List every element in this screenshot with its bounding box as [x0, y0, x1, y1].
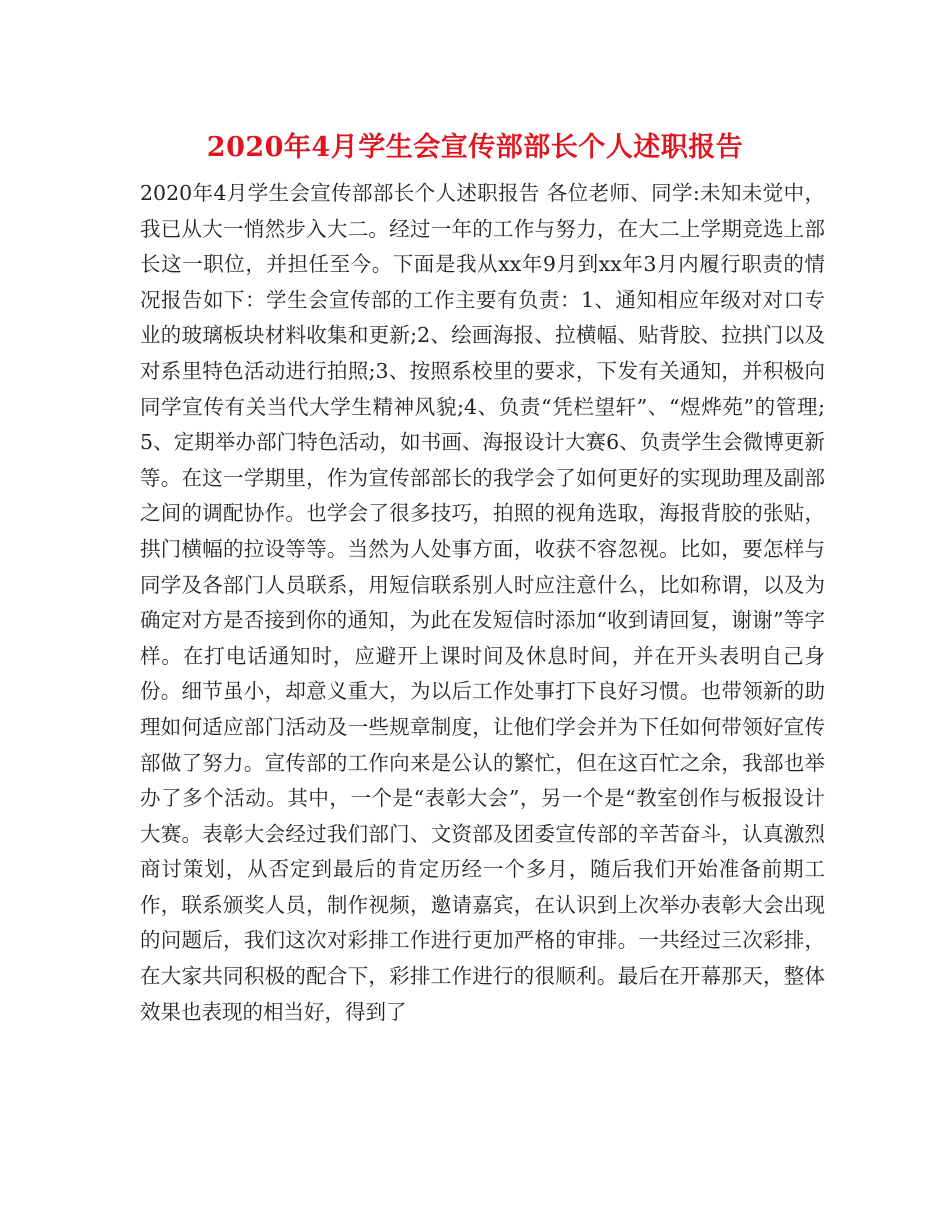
document-title: 2020年4月学生会宣传部部长个人述职报告	[206, 132, 744, 163]
document-body-paragraph: 2020年4月学生会宣传部部长个人述职报告 各位老师、同学:未知未觉中，我已从大一悄然步入大二。经过一年的工作与努力，在大二上学期竞选上部长这一职位，并担任至今。下面是我从xx年9月到xx年3月内履行职责的情况报告如下：学生会宣传部的工作主要有负责：1、通知相应年级对对口专业的玻璃板块材料收集和更新;2、绘画海报、拉横幅、贴背胶、拉拱门以及对系里特色活动进行拍照;3、按照系校里的要求，下发有关通知，并积极向同学宣传有关当代大学生精神风貌;4、负责“凭栏望轩”、“煜烨苑”的管理;5、定期举办部门特色活动，如书画、海报设计大赛6、负责学生会微博更新等。在这一学期里，作为宣传部部长的我学会了如何更好的实现助理及副部之间的调配协作。也学会了很多技巧，拍照的视角选取，海报背胶的张贴，拱门横幅的拉设等等。当然为人处事方面，收获不容忽视。比如，要怎样与同学及各部门人员联系，用短信联系别人时应注意什么，比如称谓，以及为确定对方是否接到你的通知，为此在发短信时添加“收到请回复，谢谢”等字样。在打电话通知时，应避开上课时间及休息时间，并在开头表明自己身份。细节虽小，却意义重大，为以后工作处事打下良好习惯。也带领新的助理如何适应部门活动及一些规章制度，让他们学会并为下任如何带领好宣传部做了努力。宣传部的工作向来是公认的繁忙，但在这百忙之余，我部也举办了多个活动。其中，一个是“表彰大会”，另一个是“教室创作与板报设计大赛。表彰大会经过我们部门、文资部及团委宣传部的辛苦奋斗，认真激烈商讨策划，从否定到最后的肯定历经一个多月，随后我们开始准备前期工作，联系颁奖人员，制作视频，邀请嘉宾，在认识到上次举办表彰大会出现的问题后，我们这次对彩排工作进行更加严格的审排。一共经过三次彩排，在大家共同积极的配合下，彩排工作进行的很顺利。最后在开幕那天，整体效果也表现的相当好，得到了	[140, 181, 825, 1024]
